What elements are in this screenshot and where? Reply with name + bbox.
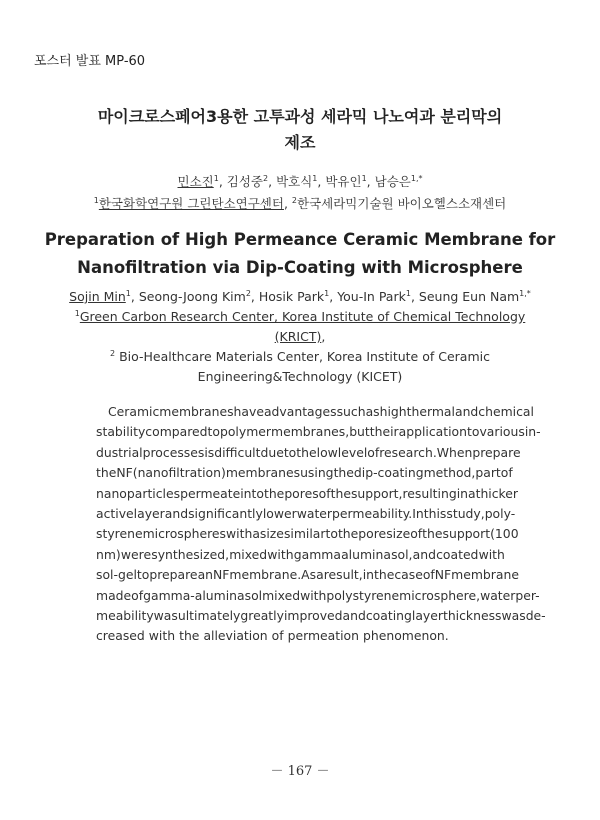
abstract-word: layer xyxy=(133,505,165,521)
abstract-word: the xyxy=(422,526,443,542)
abstract-word: thickness xyxy=(442,607,502,623)
abstract-line xyxy=(96,626,505,646)
abstract-word: with xyxy=(226,526,253,542)
abstract-word: in xyxy=(362,567,374,583)
english-title xyxy=(40,226,560,282)
abstract-word: compared xyxy=(145,424,208,440)
abstract-word: As xyxy=(301,567,317,583)
separator: , xyxy=(366,174,375,189)
abstract-word: permeate xyxy=(180,485,241,501)
page-number: － 167 － xyxy=(270,764,330,779)
abstract-word: (100 xyxy=(490,526,519,542)
abstract-word: phenomenon. xyxy=(363,628,449,644)
abstract-word: (nanofiltration) xyxy=(132,465,226,481)
abstract-word: application xyxy=(398,424,467,440)
session-label: 포스터 발표 MP-60 xyxy=(34,54,146,69)
separator: , xyxy=(317,174,326,189)
abstract-word: difficult xyxy=(214,444,261,460)
abstract-line xyxy=(96,422,541,442)
abstract-word: using xyxy=(300,465,334,481)
separator: , xyxy=(218,174,227,189)
abstract-word: styrene xyxy=(96,526,143,542)
english-affiliation-2-cont xyxy=(40,367,560,387)
abstract-word: synthesized, xyxy=(151,546,230,562)
abstract-word: the xyxy=(330,485,351,501)
abstract-word: research. xyxy=(379,444,437,460)
abstract-word: was xyxy=(501,607,526,623)
abstract-word: microsphere, xyxy=(399,587,481,603)
abstract-word: case xyxy=(394,567,423,583)
abstract-word: an xyxy=(197,567,214,583)
abstract-word: When xyxy=(436,444,473,460)
abstract-word: to xyxy=(207,424,220,440)
affiliation-mark: 1,* xyxy=(519,289,531,298)
abstract-word: microspheres xyxy=(142,526,227,542)
separator: , xyxy=(130,289,139,304)
abstract-word: Ceramic xyxy=(108,404,160,419)
abstract-word: and xyxy=(412,546,436,562)
abstract-word: made xyxy=(96,587,132,603)
abstract-word: of xyxy=(500,465,513,481)
affiliation: Green Carbon Research Center, Korea Institute of Chemical Technology xyxy=(79,309,526,324)
abstract-word: dustrial xyxy=(96,444,143,460)
abstract-word: have xyxy=(233,404,264,419)
abstract-word: sol xyxy=(244,587,263,603)
korean-title-line: 마이크로스페어3용한 고투과성 세라믹 나노여과 분리막의 xyxy=(97,107,503,126)
affiliation-mark: 1 xyxy=(361,174,367,183)
affiliation-mark: 1 xyxy=(125,289,131,298)
abstract-word: resulting xyxy=(402,485,457,501)
abstract-word: of xyxy=(410,526,423,542)
abstract-word: active xyxy=(96,505,134,521)
abstract-line xyxy=(96,606,546,626)
abstract-word: of xyxy=(131,587,144,603)
abstract-word: NF xyxy=(213,567,230,583)
affiliation-mark: 1 xyxy=(74,309,80,318)
separator: , xyxy=(329,289,338,304)
abstract-word: stability xyxy=(96,424,146,440)
abstract-word: of xyxy=(271,628,284,644)
abstract-word: membranes, xyxy=(271,424,350,440)
abstract-word: and xyxy=(454,404,479,419)
abstract-word: coated xyxy=(436,546,479,562)
abstract-word: as xyxy=(365,404,380,419)
abstract-word: a xyxy=(252,526,260,542)
abstract-word: prepare xyxy=(472,444,521,460)
affiliation-mark: 2 xyxy=(263,174,269,183)
affiliation-mark: 1 xyxy=(324,289,330,298)
abstract-word: water xyxy=(296,505,333,521)
abstract-word: their xyxy=(369,424,399,440)
separator: , xyxy=(283,196,292,211)
abstract-word: nm) xyxy=(96,546,121,562)
affiliation-mark: 1,* xyxy=(410,174,423,183)
korean-title-line: 제조 xyxy=(284,133,316,152)
abstract-word: the xyxy=(96,465,117,481)
korean-title xyxy=(40,104,560,156)
abstract-word: membranes xyxy=(159,404,234,419)
abstract-word: per- xyxy=(515,587,540,603)
abstract-word: the xyxy=(333,465,354,481)
abstract-word: the xyxy=(296,444,317,460)
abstract-word: with xyxy=(267,546,294,562)
english-title-line: Preparation of High Permeance Ceramic Membrane for xyxy=(44,230,556,249)
abstract-word: study, xyxy=(446,505,485,521)
abstract-word: support, xyxy=(350,485,403,501)
abstract-word: advantages xyxy=(263,404,337,419)
author: Hosik Park xyxy=(258,289,325,304)
abstract-word: in xyxy=(456,485,468,501)
abstract-word: pore xyxy=(358,526,387,542)
abstract-word: size xyxy=(259,526,284,542)
abstract-word: sol, xyxy=(391,546,413,562)
abstract-line xyxy=(96,565,519,585)
abstract-word: alumina xyxy=(341,546,391,562)
abstract-word: permeability. xyxy=(332,505,413,521)
separator: , xyxy=(250,289,259,304)
abstract-word: this xyxy=(423,505,447,521)
abstract-word: significantly xyxy=(188,505,263,521)
english-affiliation-1-cont xyxy=(40,327,560,347)
affiliation-mark: 2 xyxy=(245,289,251,298)
abstract-line xyxy=(96,484,519,504)
author: 남승은 xyxy=(374,174,411,189)
abstract-word: the xyxy=(179,628,200,644)
abstract-word: of xyxy=(318,485,331,501)
english-affiliation-1 xyxy=(40,307,560,327)
abstract-word: In xyxy=(412,505,424,521)
abstract-word: was xyxy=(153,607,178,623)
author: Seung Eun Nam xyxy=(418,289,520,304)
abstract-word: NF xyxy=(116,465,133,481)
abstract-word: polystyrene xyxy=(326,587,400,603)
abstract-word: with xyxy=(300,587,327,603)
abstract-word: creased xyxy=(96,628,145,644)
abstract-line xyxy=(96,402,534,422)
affiliation: (KRICT) xyxy=(274,329,322,344)
abstract-word: dip-coating xyxy=(353,465,424,481)
abstract-body xyxy=(96,402,546,647)
abstract-word: gamma-alumina xyxy=(143,587,245,603)
english-author-block xyxy=(40,287,560,387)
affiliation: Engineering&Technology (KICET) xyxy=(197,369,403,384)
abstract-line xyxy=(96,504,516,524)
abstract-line xyxy=(96,524,519,544)
abstract-word: chemical xyxy=(478,404,534,419)
abstract-word: meability xyxy=(96,607,154,623)
abstract-word: pores xyxy=(284,485,319,501)
affiliation-mark: 1 xyxy=(213,174,219,183)
abstract-word: membrane. xyxy=(229,567,302,583)
abstract-word: with xyxy=(148,628,176,644)
separator: , xyxy=(321,329,326,344)
abstract-line xyxy=(96,545,505,565)
abstract-word: such xyxy=(336,404,366,419)
abstract-word: the xyxy=(263,485,285,501)
abstract-word: NF xyxy=(434,567,452,583)
abstract-word: is xyxy=(204,444,215,460)
abstract-word: size xyxy=(386,526,411,542)
abstract-word: water xyxy=(480,587,516,603)
affiliation-mark: 1 xyxy=(93,196,99,205)
affiliation-mark: 1 xyxy=(405,289,411,298)
abstract-word: membranes xyxy=(225,465,301,481)
abstract-word: a xyxy=(468,485,476,501)
abstract-word: gamma xyxy=(293,546,341,562)
abstract-word: were xyxy=(120,546,152,562)
affiliation-mark: 2 xyxy=(110,349,116,358)
author: 김성중 xyxy=(226,174,264,189)
english-authors xyxy=(40,287,560,307)
abstract-word: nano xyxy=(96,485,127,501)
abstract-word: method, xyxy=(423,465,476,481)
separator: , xyxy=(410,289,419,304)
abstract-word: of xyxy=(367,444,380,460)
abstract-word: in- xyxy=(524,424,541,440)
abstract-word: with xyxy=(478,546,505,562)
abstract-word: similar xyxy=(283,526,326,542)
english-title-line: Nanofiltration via Dip-Coating with Microsphere xyxy=(77,258,523,277)
abstract-word: greatly xyxy=(240,607,284,623)
abstract-word: poly- xyxy=(484,505,516,521)
abstract-word: prepare xyxy=(149,567,198,583)
author: 박호식 xyxy=(276,174,313,189)
abstract-word: high xyxy=(379,404,407,419)
abstract-word: permeation xyxy=(287,628,359,644)
abstract-word: of xyxy=(422,567,435,583)
abstract-word: mixed xyxy=(229,546,268,562)
abstract-word: thicker xyxy=(475,485,519,501)
english-affiliation-2 xyxy=(40,347,560,367)
abstract-word: membrane xyxy=(451,567,519,583)
abstract-word: mixed xyxy=(262,587,301,603)
author: Seong-Joong Kim xyxy=(138,289,246,304)
abstract-word: to xyxy=(325,526,338,542)
abstract-word: level xyxy=(337,444,368,460)
abstract-word: sol-gel xyxy=(96,567,137,583)
abstract-word: a xyxy=(316,567,324,583)
abstract-line xyxy=(96,443,521,463)
abstract-word: but xyxy=(349,424,370,440)
abstract-word: to xyxy=(467,424,480,440)
abstract-word: particles xyxy=(126,485,181,501)
abstract-word: to xyxy=(136,567,150,583)
abstract-word: into xyxy=(240,485,264,501)
affiliation: Bio-Healthcare Materials Center, Korea Institute of Ceramic xyxy=(115,349,490,364)
affiliation-mark: 1 xyxy=(312,174,318,183)
abstract-word: coating xyxy=(365,607,412,623)
abstract-word: polymer xyxy=(219,424,271,440)
abstract-word: alleviation xyxy=(203,628,268,644)
abstract-word: processes xyxy=(142,444,205,460)
abstract-word: de- xyxy=(525,607,546,623)
presenting-author: Sojin Min xyxy=(69,289,126,304)
abstract-word: support xyxy=(442,526,491,542)
abstract-word: due xyxy=(260,444,284,460)
abstract-word: the xyxy=(373,567,395,583)
korean-authors xyxy=(40,171,560,193)
abstract-word: part xyxy=(475,465,501,481)
abstract-word: result, xyxy=(323,567,363,583)
affiliation: 한국화학연구원 그린탄소연구센터 xyxy=(98,196,284,211)
author: 박유인 xyxy=(325,174,362,189)
presenting-author: 민소진 xyxy=(177,174,214,189)
abstract-word: improved xyxy=(283,607,343,623)
affiliation-mark: 2 xyxy=(291,196,297,205)
abstract-word: various xyxy=(479,424,525,440)
abstract-word: and xyxy=(342,607,366,623)
abstract-word: layer xyxy=(411,607,443,623)
abstract-word: to xyxy=(283,444,297,460)
abstract-word: and xyxy=(164,505,189,521)
korean-author-block xyxy=(40,171,560,215)
abstract-line xyxy=(96,463,513,483)
abstract-word: the xyxy=(337,526,359,542)
separator: , xyxy=(268,174,277,189)
korean-affiliations xyxy=(40,193,560,215)
abstract-word: low xyxy=(316,444,338,460)
abstract-line xyxy=(96,586,540,606)
abstract-word: thermal xyxy=(406,404,455,419)
abstract-word: lower xyxy=(262,505,297,521)
author: You-In Park xyxy=(337,289,406,304)
affiliation: 한국세라믹기술원 바이오헬스소재센터 xyxy=(297,196,507,211)
abstract-word: ultimately xyxy=(177,607,241,623)
